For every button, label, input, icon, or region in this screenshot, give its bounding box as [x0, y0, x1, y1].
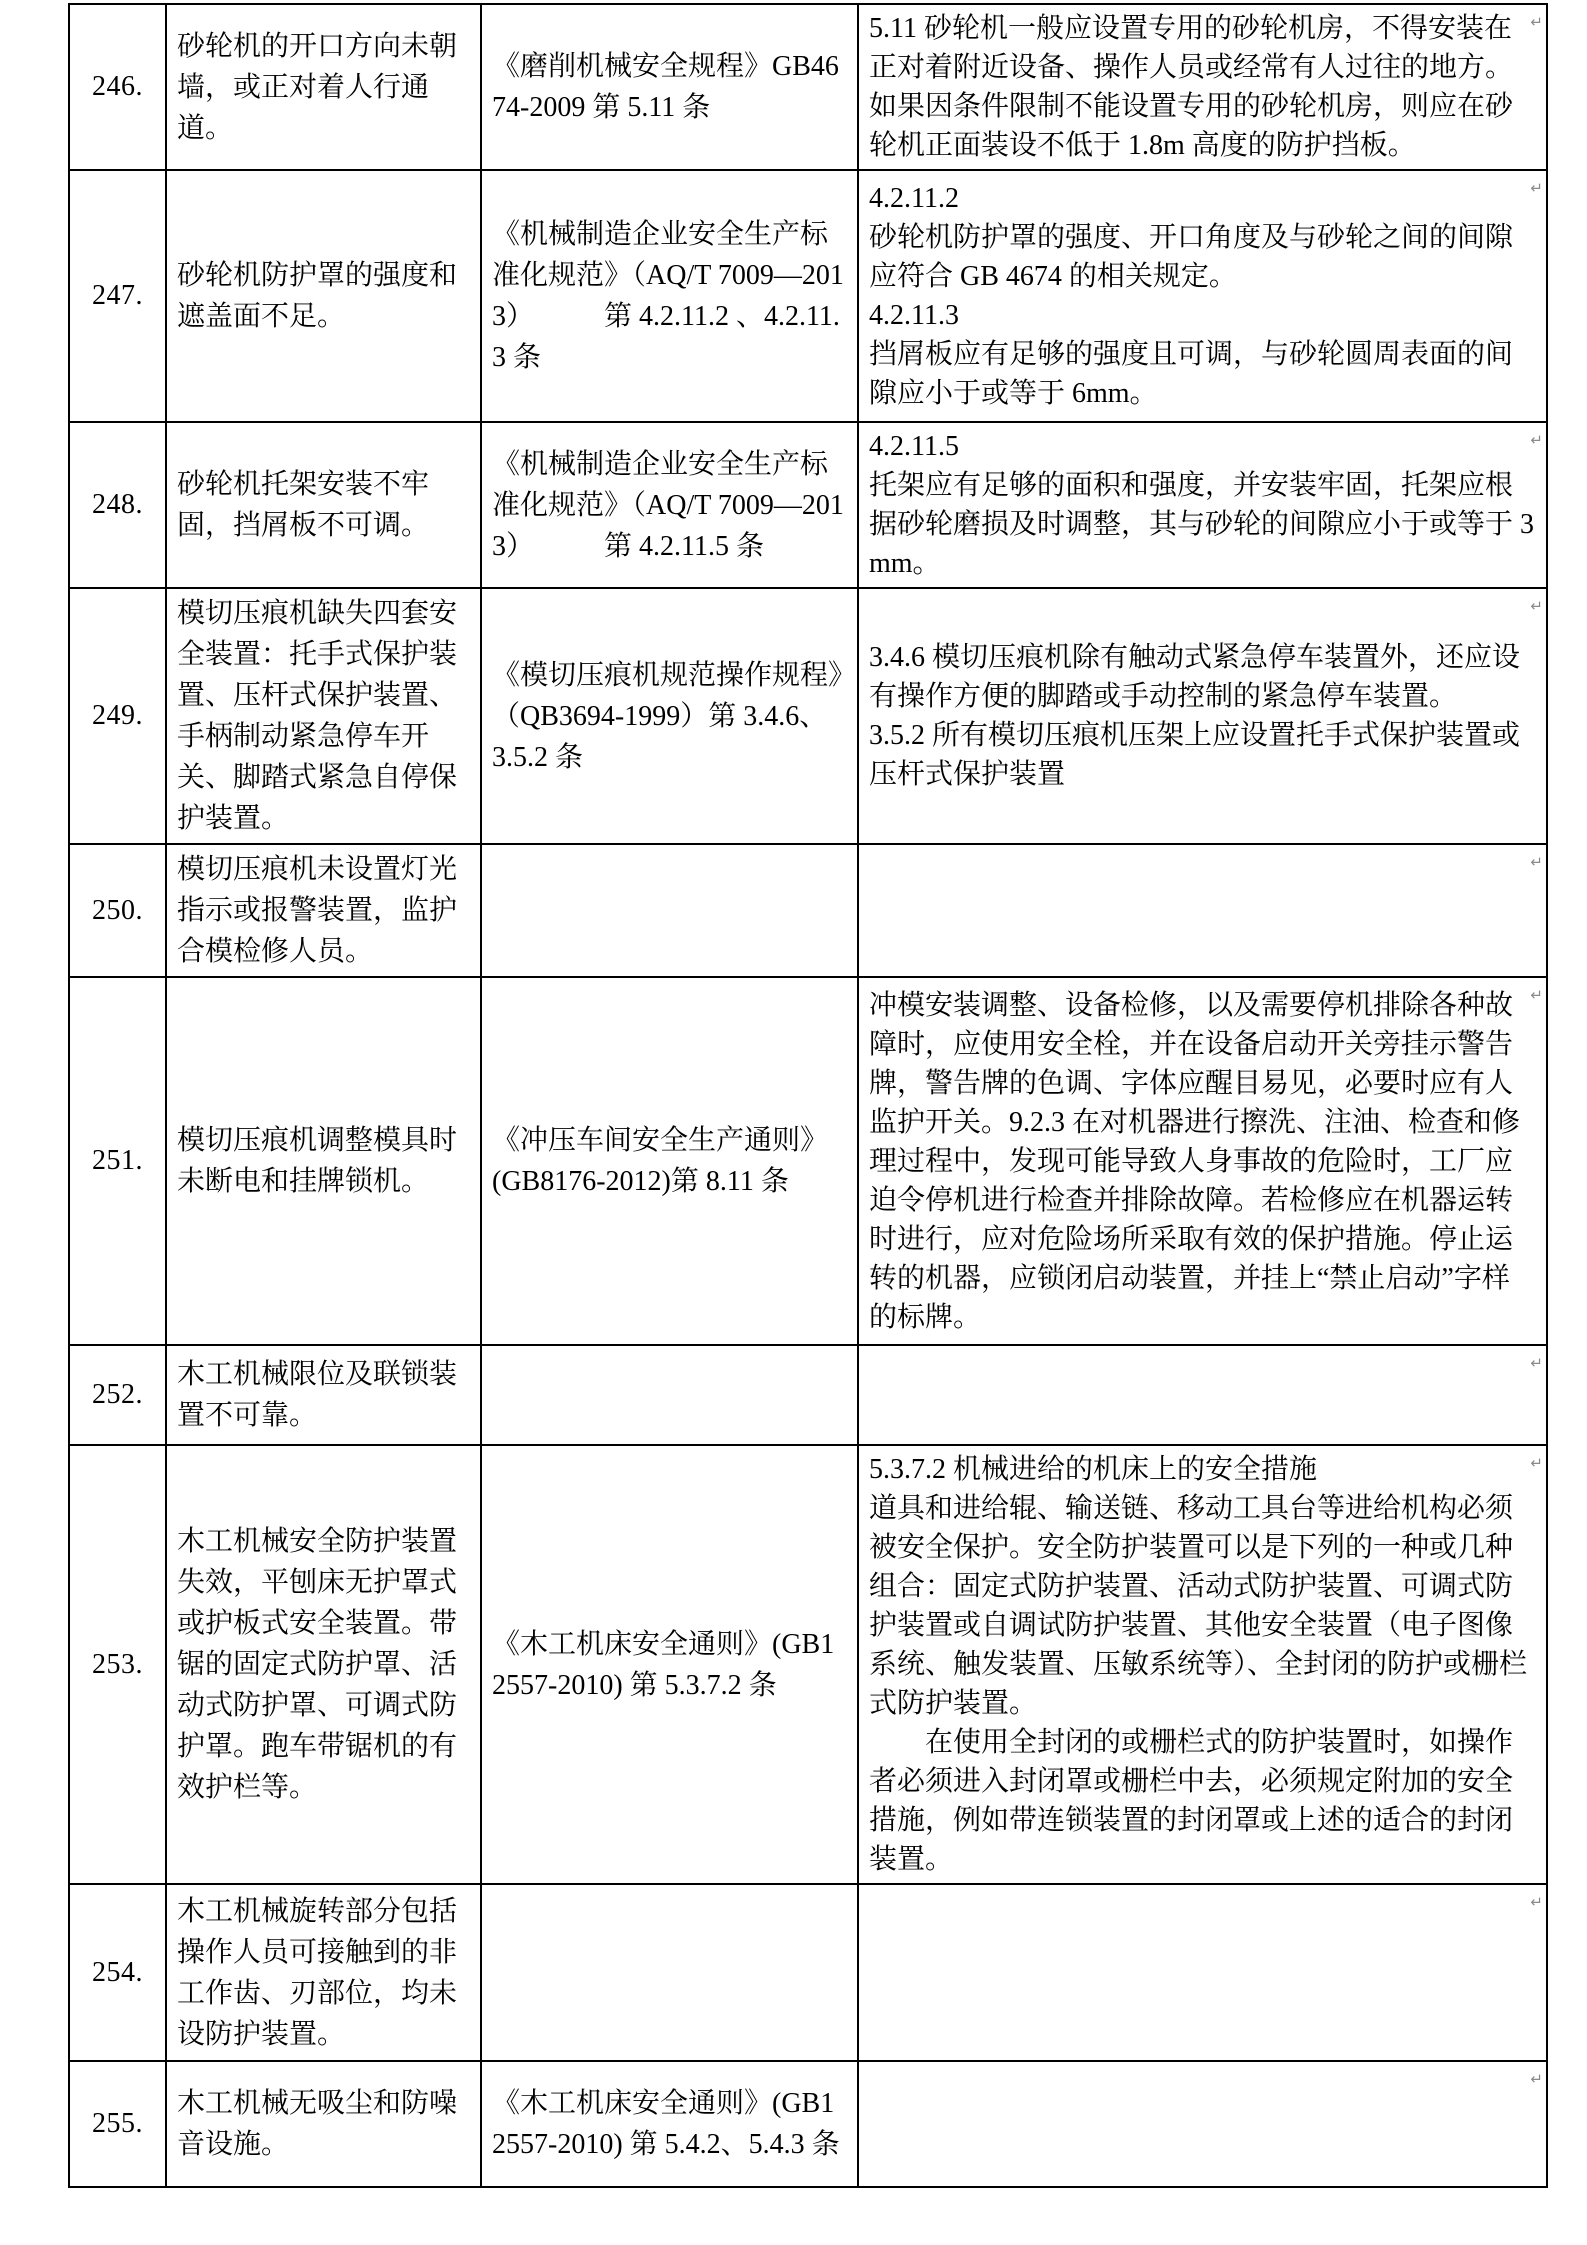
requirement-detail-cell [858, 977, 1547, 1345]
paragraph-mark-icon: ↵ [1530, 986, 1543, 1004]
requirement-paragraph: 3.4.6 模切压痕机除有触动式紧急停车装置外，还应设有操作方便的脚踏或手动控制的紧急停车装置。 [869, 642, 1521, 712]
requirement-detail-cell [858, 1345, 1547, 1445]
row-number-cell: 255. [69, 2061, 166, 2187]
table-row [69, 4, 1547, 170]
paragraph-mark-icon: ↵ [1530, 597, 1543, 615]
requirement-detail-cell [858, 588, 1547, 844]
table-row [69, 170, 1547, 422]
problem-description-cell: 木工机械旋转部分包括操作人员可接触到的非工作齿、刃部位，均未设防护装置。 [166, 1884, 481, 2061]
row-number-cell: 254. [69, 1884, 166, 2061]
row-number-cell: 251. [69, 977, 166, 1345]
table-row [69, 2061, 1547, 2187]
row-number-cell: 247. [69, 170, 166, 422]
table-row [69, 1345, 1547, 1445]
problem-description-cell: 砂轮机防护罩的强度和遮盖面不足。 [166, 170, 481, 422]
standard-basis-cell: 《木工机床安全通则》(GB12557-2010) 第 5.3.7.2 条 [481, 1445, 858, 1884]
row-number-cell: 248. [69, 422, 166, 588]
row-number-cell: 253. [69, 1445, 166, 1884]
problem-description-cell: 模切压痕机调整模具时未断电和挂牌锁机。 [166, 977, 481, 1345]
requirement-detail-cell [858, 422, 1547, 588]
problem-description-cell: 砂轮机的开口方向未朝墙，或正对着人行通道。 [166, 4, 481, 170]
problem-description-cell: 木工机械限位及联锁装置不可靠。 [166, 1345, 481, 1445]
paragraph-mark-icon: ↵ [1530, 1454, 1543, 1472]
row-number-cell: 249. [69, 588, 166, 844]
standard-basis-cell: 《木工机床安全通则》(GB12557-2010) 第 5.4.2、5.4.3 条 [481, 2061, 858, 2187]
table-row [69, 977, 1547, 1345]
table-row [69, 422, 1547, 588]
row-number-cell: 246. [69, 4, 166, 170]
standard-basis-cell [481, 1345, 858, 1445]
requirement-paragraph: 5.3.7.2 机械进给的机床上的安全措施 [869, 1454, 1318, 1485]
paragraph-mark-icon: ↵ [1530, 1354, 1543, 1372]
problem-description-cell: 模切压痕机未设置灯光指示或报警装置，监护合模检修人员。 [166, 844, 481, 977]
requirement-paragraph: 砂轮机防护罩的强度、开口角度及与砂轮之间的间隙应符合 GB 4674 的相关规定。 [869, 222, 1514, 292]
row-number-cell: 250. [69, 844, 166, 977]
requirement-paragraph: 冲模安装调整、设备检修，以及需要停机排除各种故障时，应使用安全栓，并在设备启动开关旁挂示警告牌，警告牌的色调、字体应醒目易见，必要时应有人监护开关。9.2.3 在对机器进行擦洗、注油、检查和修理过程中，发现可能导致人身事故的危险时，工厂应迫令停机进行检查并排除故障。若检修应在机器运转时进行，应对危险场所采取有效的保护措施。停止运转的机器，应锁闭启动装置，并挂上“禁止启动”字样的标牌。 [869, 989, 1521, 1333]
requirement-paragraph: 在使用全封闭的或栅栏式的防护装置时，如操作者必须进入封闭罩或栅栏中去，必须规定附加的安全措施，例如带连锁装置的封闭罩或上述的适合的封闭装置。 [869, 1727, 1514, 1875]
row-number-cell: 252. [69, 1345, 166, 1445]
requirement-paragraph: 4.2.11.5 [869, 431, 959, 462]
safety-checklist-table [68, 3, 1548, 2188]
paragraph-mark-icon: ↵ [1530, 179, 1543, 197]
standard-basis-cell: 《冲压车间安全生产通则》(GB8176-2012)第 8.11 条 [481, 977, 858, 1345]
problem-description-cell: 模切压痕机缺失四套安全装置：托手式保护装置、压杆式保护装置、手柄制动紧急停车开关、脚踏式紧急自停保护装置。 [166, 588, 481, 844]
table-row [69, 588, 1547, 844]
requirement-paragraph: 5.11 砂轮机一般应设置专用的砂轮机房，不得安装在正对着附近设备、操作人员或经常有人过往的地方。如果因条件限制不能设置专用的砂轮机房，则应在砂轮机正面装设不低于 1.8m 高度的防护挡板。 [869, 13, 1514, 161]
problem-description-cell: 木工机械无吸尘和防噪音设施。 [166, 2061, 481, 2187]
paragraph-mark-icon: ↵ [1530, 2070, 1543, 2088]
requirement-detail-cell [858, 4, 1547, 170]
requirement-paragraph: 挡屑板应有足够的强度且可调，与砂轮圆周表面的间隙应小于或等于 6mm。 [869, 339, 1514, 409]
problem-description-cell: 木工机械安全防护装置失效，平刨床无护罩式或护板式安全装置。带锯的固定式防护罩、活动式防护罩、可调式防护罩。跑车带锯机的有效护栏等。 [166, 1445, 481, 1884]
requirement-paragraph: 4.2.11.3 [869, 300, 959, 331]
table-row [69, 844, 1547, 977]
requirement-detail-cell [858, 844, 1547, 977]
requirement-paragraph: 托架应有足够的面积和强度，并安装牢固，托架应根据砂轮磨损及时调整，其与砂轮的间隙应小于或等于 3mm。 [869, 470, 1535, 579]
requirement-paragraph: 4.2.11.2 [869, 183, 959, 214]
requirement-detail-cell [858, 2061, 1547, 2187]
requirement-paragraph: 3.5.2 所有模切压痕机压架上应设置托手式保护装置或压杆式保护装置 [869, 720, 1521, 790]
standard-basis-cell: 《机械制造企业安全生产标准化规范》（AQ/T 7009—2013） 第 4.2.11.2 、4.2.11.3 条 [481, 170, 858, 422]
standard-basis-cell: 《模切压痕机规范操作规程》（QB3694-1999）第 3.4.6、3.5.2 条 [481, 588, 858, 844]
paragraph-mark-icon: ↵ [1530, 853, 1543, 871]
problem-description-cell: 砂轮机托架安装不牢固，挡屑板不可调。 [166, 422, 481, 588]
standard-basis-cell [481, 1884, 858, 2061]
paragraph-mark-icon: ↵ [1530, 431, 1543, 449]
requirement-detail-cell [858, 1884, 1547, 2061]
requirement-paragraph: 道具和进给辊、输送链、移动工具台等进给机构必须被安全保护。安全防护装置可以是下列的一种或几种组合：固定式防护装置、活动式防护装置、可调式防护装置或自调试防护装置、其他安全装置（电子图像系统、触发装置、压敏系统等）、全封闭的防护或栅栏式防护装置。 [869, 1493, 1528, 1719]
table-row [69, 1445, 1547, 1884]
standard-basis-cell: 《机械制造企业安全生产标准化规范》（AQ/T 7009—2013） 第 4.2.11.5 条 [481, 422, 858, 588]
table-row [69, 1884, 1547, 2061]
standard-basis-cell: 《磨削机械安全规程》GB4674-2009 第 5.11 条 [481, 4, 858, 170]
paragraph-mark-icon: ↵ [1530, 13, 1543, 31]
standard-basis-cell [481, 844, 858, 977]
requirement-detail-cell [858, 1445, 1547, 1884]
requirement-detail-cell [858, 170, 1547, 422]
paragraph-mark-icon: ↵ [1530, 1893, 1543, 1911]
